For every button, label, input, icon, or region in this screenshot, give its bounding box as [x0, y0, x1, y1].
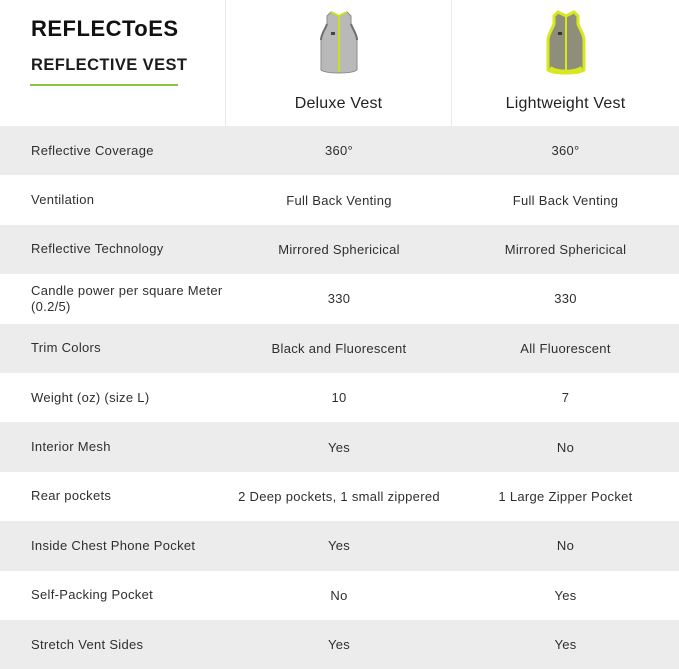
lightweight-value: 360°: [551, 143, 580, 159]
lightweight-value: No: [556, 439, 575, 455]
lightweight-value: 7: [561, 390, 570, 406]
deluxe-value: Yes: [327, 637, 351, 653]
row-label: Ventilation: [31, 192, 95, 208]
table-row: [0, 472, 679, 521]
product-header-lightweight: [452, 0, 679, 126]
row-label: Self-Packing Pocket: [31, 587, 154, 603]
title-underline: [30, 84, 178, 86]
deluxe-value: 2 Deep pockets, 1 small zippered: [238, 488, 440, 504]
table-row: [0, 126, 679, 175]
row-label: Weight (oz) (size L): [31, 389, 150, 405]
row-label: Reflective Coverage: [31, 142, 154, 158]
lightweight-value: No: [556, 538, 575, 554]
lightweight-value: 1 Large Zipper Pocket: [498, 488, 633, 504]
row-label: Interior Mesh: [31, 439, 111, 455]
deluxe-value: Mirrored Sphericical: [278, 241, 400, 257]
brand-logo: REFLECToES: [31, 16, 179, 41]
table-row: [0, 422, 679, 471]
deluxe-value: 330: [327, 291, 351, 307]
deluxe-value: Yes: [327, 538, 351, 554]
table-row: [0, 324, 679, 373]
deluxe-value: Yes: [327, 439, 351, 455]
lightweight-value: Yes: [554, 637, 577, 653]
page-title: REFLECTIVE VEST: [31, 56, 188, 74]
table-row: [0, 274, 679, 323]
table-body: [0, 126, 679, 669]
deluxe-value: Black and Fluorescent: [271, 340, 407, 356]
deluxe-value: No: [330, 587, 348, 603]
table-row: [0, 225, 679, 274]
row-label: Trim Colors: [31, 340, 101, 356]
product-name-deluxe: Deluxe Vest: [294, 95, 383, 112]
row-label: Stretch Vent Sides: [31, 636, 144, 652]
table-row: [0, 175, 679, 224]
lightweight-value: Yes: [554, 587, 577, 603]
deluxe-value: Full Back Venting: [286, 192, 392, 208]
product-name-lightweight: Lightweight Vest: [505, 95, 626, 112]
deluxe-vest-image: [317, 10, 361, 76]
table-row: [0, 620, 679, 669]
product-header-deluxe: [226, 0, 452, 126]
deluxe-value: 360°: [324, 143, 354, 159]
table-header: [0, 0, 679, 126]
lightweight-value: Mirrored Sphericical: [504, 241, 627, 257]
table-row: [0, 571, 679, 620]
row-label: Inside Chest Phone Pocket: [31, 537, 196, 553]
lightweight-value: Full Back Venting: [512, 192, 619, 208]
row-label: Reflective Technology: [31, 241, 164, 257]
lightweight-value: 330: [554, 291, 577, 307]
row-label: Rear pockets: [31, 488, 112, 504]
row-label: Candle power per square Meter (0.2/5): [31, 282, 223, 314]
deluxe-value: 10: [331, 390, 347, 406]
brand-cell: [0, 0, 226, 126]
table-row: [0, 373, 679, 422]
lightweight-vest-image: [544, 10, 588, 76]
table-row: [0, 521, 679, 570]
lightweight-value: All Fluorescent: [520, 340, 611, 356]
